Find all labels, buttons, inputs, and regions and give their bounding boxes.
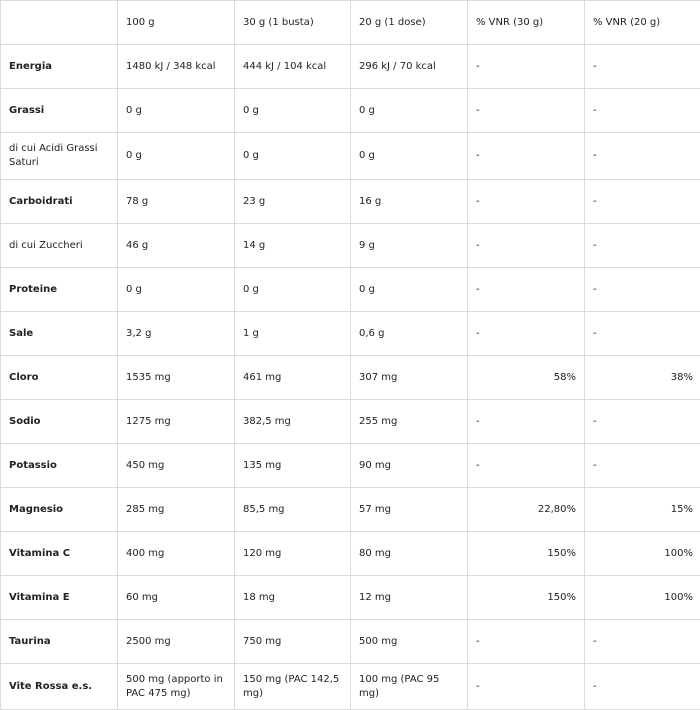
table-row: [1, 356, 700, 400]
row-label: Sodio: [1, 400, 118, 444]
table-cell: 100 mg (PAC 95 mg): [351, 664, 468, 710]
table-cell: 15%: [585, 488, 700, 532]
table-cell: 58%: [468, 356, 585, 400]
row-label: Sale: [1, 312, 118, 356]
row-label: Potassio: [1, 444, 118, 488]
table-cell: 0 g: [351, 268, 468, 312]
table-cell: 500 mg: [351, 620, 468, 664]
table-cell: 296 kJ / 70 kcal: [351, 45, 468, 89]
table-cell: 1 g: [235, 312, 351, 356]
table-cell: 0 g: [235, 89, 351, 133]
table-cell: -: [585, 224, 700, 268]
table-cell: -: [585, 664, 700, 710]
row-label: Proteine: [1, 268, 118, 312]
table-row: [1, 224, 700, 268]
table-cell: -: [468, 224, 585, 268]
row-label: Vitamina E: [1, 576, 118, 620]
table-cell: 461 mg: [235, 356, 351, 400]
table-cell: 307 mg: [351, 356, 468, 400]
table-cell: 0 g: [118, 89, 235, 133]
table-cell: 38%: [585, 356, 700, 400]
table-cell: 0 g: [118, 133, 235, 180]
table-cell: 750 mg: [235, 620, 351, 664]
table-cell: 80 mg: [351, 532, 468, 576]
table-cell: 500 mg (apporto in PAC 475 mg): [118, 664, 235, 710]
table-cell: -: [468, 664, 585, 710]
table-cell: -: [585, 268, 700, 312]
table-row: [1, 45, 700, 89]
table-cell: 90 mg: [351, 444, 468, 488]
table-cell: -: [468, 620, 585, 664]
table-cell: 255 mg: [351, 400, 468, 444]
table-cell: -: [585, 133, 700, 180]
table-cell: -: [468, 133, 585, 180]
table-row: [1, 180, 700, 224]
header-cell-100g: 100 g: [118, 1, 235, 45]
table-cell: 120 mg: [235, 532, 351, 576]
table-cell: 9 g: [351, 224, 468, 268]
row-label: Magnesio: [1, 488, 118, 532]
table-cell: 3,2 g: [118, 312, 235, 356]
header-cell-label: [1, 1, 118, 45]
table-row: [1, 444, 700, 488]
table-cell: 0 g: [351, 89, 468, 133]
table-cell: 400 mg: [118, 532, 235, 576]
table-cell: 0,6 g: [351, 312, 468, 356]
table-row: [1, 664, 700, 710]
table-cell: 0 g: [235, 133, 351, 180]
table-row: [1, 488, 700, 532]
table-cell: -: [585, 312, 700, 356]
table-row: [1, 312, 700, 356]
table-cell: 285 mg: [118, 488, 235, 532]
table-cell: 16 g: [351, 180, 468, 224]
table-cell: 12 mg: [351, 576, 468, 620]
header-cell-vnr-20g: % VNR (20 g): [585, 1, 700, 45]
row-label: di cui Zuccheri: [1, 224, 118, 268]
table-cell: 60 mg: [118, 576, 235, 620]
header-row: [1, 1, 700, 45]
table-cell: -: [468, 180, 585, 224]
table-cell: -: [585, 89, 700, 133]
table-cell: 57 mg: [351, 488, 468, 532]
row-label: Energia: [1, 45, 118, 89]
table-cell: 1275 mg: [118, 400, 235, 444]
table-cell: -: [468, 89, 585, 133]
table-cell: -: [585, 620, 700, 664]
table-row: [1, 133, 700, 180]
table-cell: 14 g: [235, 224, 351, 268]
table-cell: 0 g: [351, 133, 468, 180]
table-row: [1, 268, 700, 312]
header-cell-vnr-30g: % VNR (30 g): [468, 1, 585, 45]
row-label: Vite Rossa e.s.: [1, 664, 118, 710]
table-cell: -: [468, 312, 585, 356]
table-cell: 150%: [468, 532, 585, 576]
table-cell: 23 g: [235, 180, 351, 224]
table-cell: 150 mg (PAC 142,5 mg): [235, 664, 351, 710]
table-cell: 100%: [585, 576, 700, 620]
table-cell: -: [468, 400, 585, 444]
header-cell-20g: 20 g (1 dose): [351, 1, 468, 45]
table-cell: -: [585, 180, 700, 224]
table-row: [1, 620, 700, 664]
table-row: [1, 532, 700, 576]
table-cell: -: [468, 444, 585, 488]
table-cell: 78 g: [118, 180, 235, 224]
table-cell: 100%: [585, 532, 700, 576]
table-cell: 2500 mg: [118, 620, 235, 664]
table-cell: 135 mg: [235, 444, 351, 488]
table-row: [1, 576, 700, 620]
table-cell: 1480 kJ / 348 kcal: [118, 45, 235, 89]
row-label: Grassi: [1, 89, 118, 133]
table-cell: 85,5 mg: [235, 488, 351, 532]
table-cell: 382,5 mg: [235, 400, 351, 444]
table-row: [1, 89, 700, 133]
table-row: [1, 400, 700, 444]
table-cell: 450 mg: [118, 444, 235, 488]
table-cell: -: [468, 268, 585, 312]
row-label: Vitamina C: [1, 532, 118, 576]
table-cell: 46 g: [118, 224, 235, 268]
table-cell: 0 g: [235, 268, 351, 312]
header-cell-30g: 30 g (1 busta): [235, 1, 351, 45]
table-cell: 0 g: [118, 268, 235, 312]
row-label: di cui Acidi Grassi Saturi: [1, 133, 118, 180]
table-cell: 18 mg: [235, 576, 351, 620]
table-cell: 150%: [468, 576, 585, 620]
row-label: Carboidrati: [1, 180, 118, 224]
table-cell: 22,80%: [468, 488, 585, 532]
table-cell: -: [468, 45, 585, 89]
nutrition-table-body: [1, 1, 700, 710]
table-cell: -: [585, 444, 700, 488]
table-cell: 444 kJ / 104 kcal: [235, 45, 351, 89]
table-cell: 1535 mg: [118, 356, 235, 400]
row-label: Taurina: [1, 620, 118, 664]
row-label: Cloro: [1, 356, 118, 400]
table-cell: -: [585, 45, 700, 89]
table-cell: -: [585, 400, 700, 444]
